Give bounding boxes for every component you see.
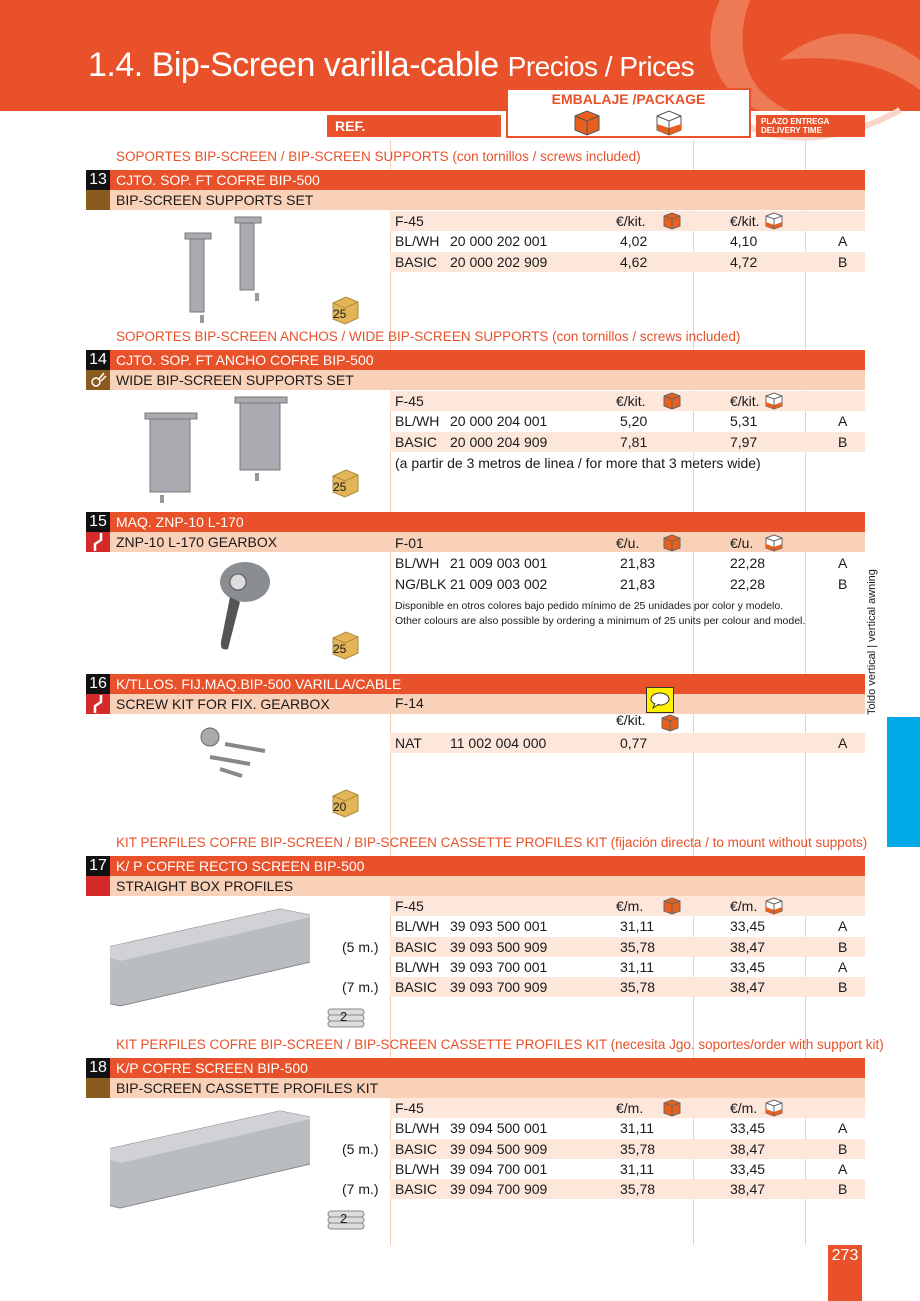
- reference-code: 39 094 500 001: [450, 1120, 548, 1137]
- delivery-code: B: [838, 979, 848, 996]
- product-title: K/P COFRE SCREEN BIP-500: [110, 1058, 865, 1078]
- ref-column-header: REF.: [327, 115, 501, 137]
- product-subtitle: ZNP-10 L-170 GEARBOX: [110, 532, 865, 552]
- reference-code: 39 093 500 909: [450, 938, 548, 955]
- price-box: €/kit.: [616, 393, 646, 409]
- variant-label: NAT: [395, 735, 422, 751]
- variant-label: F-45: [395, 898, 424, 914]
- delivery-code: B: [838, 1181, 848, 1198]
- product-subtitle: STRAIGHT BOX PROFILES: [110, 876, 865, 896]
- badge-count: 25: [333, 642, 347, 656]
- price-single: 33,45: [730, 1120, 766, 1137]
- price-box: 31,11: [620, 1120, 654, 1137]
- price-box: €/kit.: [616, 712, 646, 728]
- product-title: K/ P COFRE RECTO SCREEN BIP-500: [110, 856, 865, 876]
- delivery-code: B: [838, 253, 848, 270]
- box-orange-icon: [662, 1099, 682, 1120]
- price-box: 4,02: [620, 233, 648, 250]
- variant-label: BL/WH: [395, 918, 440, 935]
- price-box: 31,11: [620, 958, 654, 975]
- variant-label: BL/WH: [395, 233, 440, 250]
- box-orange-icon: [660, 714, 680, 735]
- product-subtitle: BIP-SCREEN CASSETTE PROFILES KIT: [110, 1078, 865, 1098]
- section-number: 14: [86, 350, 110, 370]
- section-number: 13: [86, 170, 110, 190]
- section-caption: KIT PERFILES COFRE BIP-SCREEN / BIP-SCREEN CASSETTE PROFILES KIT (necesita Jgo. soportes/order with support kit): [116, 1037, 884, 1052]
- price-single: 38,47: [730, 1181, 766, 1198]
- length-label: (7 m.): [342, 979, 379, 996]
- price-single: €/kit.: [730, 213, 760, 229]
- price-row: [390, 1139, 865, 1159]
- section-note-es: Disponible en otros colores bajo pedido mínimo de 25 unidades por color y modelo.: [395, 599, 784, 612]
- badge-count: 25: [333, 480, 347, 494]
- reference-code: 39 093 700 001: [450, 958, 548, 975]
- page-header: [0, 0, 920, 111]
- price-row: [390, 553, 865, 573]
- reference-code: 20 000 204 909: [450, 433, 548, 450]
- box-white-icon: [764, 897, 784, 918]
- price-row: [390, 977, 865, 997]
- price-single: 38,47: [730, 979, 766, 996]
- delivery-code: A: [838, 555, 848, 572]
- product-image: [110, 1103, 310, 1218]
- variant-label: BASIC: [395, 938, 438, 955]
- bundle-count: 2: [340, 1211, 348, 1226]
- price-box: 35,78: [620, 1140, 656, 1157]
- price-single: 4,10: [730, 233, 758, 250]
- price-single: 38,47: [730, 1140, 766, 1157]
- reference-code: 21 009 003 001: [450, 555, 548, 572]
- reference-code: 20 000 202 909: [450, 253, 548, 270]
- reference-code: 21 009 003 002: [450, 575, 548, 592]
- price-row: [390, 411, 865, 431]
- product-title: K/TLLOS. FIJ.MAQ.BIP-500 VARILLA/CABLE: [110, 674, 865, 694]
- box-white-icon: [764, 392, 784, 413]
- crank-icon: [86, 694, 110, 714]
- delivery-code: A: [838, 735, 848, 751]
- box-orange-icon: [662, 897, 682, 918]
- price-row: [390, 957, 865, 977]
- section-number: 18: [86, 1058, 110, 1078]
- price-row: [390, 252, 865, 272]
- page-title: [88, 46, 694, 85]
- delivery-code: B: [838, 1140, 848, 1157]
- reference-code: 39 094 700 909: [450, 1181, 548, 1198]
- side-label: Toldo vertical | vertical awning: [866, 569, 878, 715]
- price-box: 35,78: [620, 938, 656, 955]
- price-box: 5,20: [620, 413, 648, 430]
- variant-label: F-01: [395, 535, 424, 551]
- reference-code: 39 093 500 001: [450, 918, 548, 935]
- red-square-icon: [86, 876, 110, 896]
- title-sub: Precios / Prices: [507, 51, 695, 82]
- package-label: EMBALAJE /PACKAGE: [551, 91, 706, 107]
- product-image: [130, 557, 330, 672]
- product-image: [110, 901, 310, 1016]
- price-box: 4,62: [620, 253, 648, 270]
- length-label: (5 m.): [342, 1140, 379, 1157]
- price-single: €/kit.: [730, 393, 760, 409]
- variant-label: BL/WH: [395, 1120, 440, 1137]
- delivery-code: B: [838, 433, 848, 450]
- variant-label: BL/WH: [395, 555, 440, 572]
- price-row: [390, 574, 865, 594]
- variant-label: BL/WH: [395, 1160, 440, 1177]
- product-image: [130, 395, 330, 510]
- variant-label: F-14: [395, 695, 424, 711]
- variant-label: BASIC: [395, 1140, 438, 1157]
- price-box: 0,77: [620, 735, 648, 751]
- variant-label: F-45: [395, 1100, 424, 1116]
- variant-label: BASIC: [395, 433, 438, 450]
- section-number: 17: [86, 856, 110, 876]
- variant-label: NG/BLK: [395, 575, 447, 592]
- price-single: 33,45: [730, 958, 766, 975]
- delivery-column-header: [756, 115, 865, 137]
- delivery-code: A: [838, 918, 848, 935]
- delivery-code: A: [838, 1160, 848, 1177]
- section-tab[interactable]: [887, 717, 920, 847]
- product-subtitle: BIP-SCREEN SUPPORTS SET: [110, 190, 865, 210]
- price-box: 35,78: [620, 979, 656, 996]
- box-orange-icon: [662, 392, 682, 413]
- table-header-row: [390, 896, 865, 916]
- delivery-code: A: [838, 1120, 848, 1137]
- price-single: 33,45: [730, 1160, 766, 1177]
- reference-code: 20 000 202 001: [450, 233, 548, 250]
- table-header-row: [390, 1098, 865, 1118]
- price-single: 22,28: [730, 555, 766, 572]
- price-single: 22,28: [730, 575, 766, 592]
- price-row: [390, 432, 865, 452]
- price-row: [390, 1159, 865, 1179]
- reference-code: 39 093 700 909: [450, 979, 548, 996]
- reference-code: 20 000 204 001: [450, 413, 548, 430]
- badge-count: 25: [333, 307, 347, 321]
- product-subtitle: WIDE BIP-SCREEN SUPPORTS SET: [110, 370, 865, 390]
- price-box: 35,78: [620, 1181, 656, 1198]
- product-title: CJTO. SOP. FT ANCHO COFRE BIP-500: [110, 350, 865, 370]
- price-box: €/u.: [616, 535, 640, 551]
- price-row: [390, 231, 865, 251]
- price-single: 7,97: [730, 433, 758, 450]
- section-note-en: Other colours are also possible by ordering a minimum of 25 units per colour and model.: [395, 614, 806, 627]
- price-single: €/u.: [730, 535, 754, 551]
- product-image: [130, 719, 330, 804]
- delivery-code: A: [838, 233, 848, 250]
- delivery-code: B: [838, 938, 848, 955]
- title-main: 1.4. Bip-Screen varilla-cable: [88, 46, 499, 84]
- table-header-row: [390, 533, 865, 553]
- product-title: MAQ. ZNP-10 L-170: [110, 512, 865, 532]
- price-single: €/m.: [730, 898, 758, 914]
- variant-label: BASIC: [395, 1181, 438, 1198]
- package-column-header: [506, 88, 751, 138]
- brown-square-icon: [86, 1078, 110, 1098]
- product-subtitle: SCREW KIT FOR FIX. GEARBOX: [110, 694, 865, 714]
- variant-label: BASIC: [395, 979, 438, 996]
- crank-icon: [86, 532, 110, 552]
- product-title: CJTO. SOP. FT COFRE BIP-500: [110, 170, 865, 190]
- bundle-count: 2: [340, 1009, 348, 1024]
- delivery-label-es: PLAZO ENTREGA: [761, 117, 830, 126]
- section-number: 15: [86, 512, 110, 532]
- variant-label: BASIC: [395, 253, 438, 270]
- badge-count: 20: [333, 800, 347, 814]
- reference-code: 39 094 500 909: [450, 1140, 548, 1157]
- price-row: [390, 916, 865, 936]
- price-box: €/m.: [616, 1100, 644, 1116]
- price-single: 4,72: [730, 253, 758, 270]
- box-orange-icon: [572, 110, 602, 136]
- variant-label: BL/WH: [395, 413, 440, 430]
- price-row: [390, 1118, 865, 1138]
- length-label: (7 m.): [342, 1181, 379, 1198]
- delivery-label-en: DELIVERY TIME: [761, 126, 822, 135]
- box-white-icon: [764, 534, 784, 555]
- section-note: (a partir de 3 metros de linea / for more that 3 meters wide): [395, 454, 761, 471]
- box-white-icon: [654, 110, 684, 136]
- section-caption: SOPORTES BIP-SCREEN / BIP-SCREEN SUPPORTS (con tornillos / screws included): [116, 149, 641, 164]
- price-row: [390, 1179, 865, 1199]
- variant-label: BL/WH: [395, 958, 440, 975]
- variant-label: F-45: [395, 213, 424, 229]
- box-orange-icon: [662, 212, 682, 233]
- price-single: 38,47: [730, 938, 766, 955]
- box-white-icon: [764, 1099, 784, 1120]
- box-white-icon: [764, 212, 784, 233]
- ok-hand-icon: [86, 370, 110, 390]
- table-header-row: [390, 391, 865, 411]
- price-single: €/m.: [730, 1100, 758, 1116]
- reference-code: 39 094 700 001: [450, 1160, 548, 1177]
- delivery-code: A: [838, 413, 848, 430]
- length-label: (5 m.): [342, 938, 379, 955]
- price-single: 33,45: [730, 918, 766, 935]
- brown-square-icon: [86, 190, 110, 210]
- section-caption: SOPORTES BIP-SCREEN ANCHOS / WIDE BIP-SCREEN SUPPORTS (con tornillos / screws included): [116, 329, 741, 344]
- price-box: 31,11: [620, 1160, 654, 1177]
- section-caption: KIT PERFILES COFRE BIP-SCREEN / BIP-SCREEN CASSETTE PROFILES KIT (fijación directa / to mount without suppots): [116, 835, 868, 850]
- table-header-row: [390, 211, 865, 231]
- section-number: 16: [86, 674, 110, 694]
- price-box: 21,83: [620, 555, 656, 572]
- variant-label: F-45: [395, 393, 424, 409]
- delivery-code: A: [838, 958, 848, 975]
- price-box: €/kit.: [616, 213, 646, 229]
- page-number: 273: [828, 1245, 862, 1301]
- price-box: 21,83: [620, 575, 656, 592]
- delivery-code: B: [838, 575, 848, 592]
- price-box: €/m.: [616, 898, 644, 914]
- price-box: 7,81: [620, 433, 648, 450]
- price-row: [390, 733, 865, 753]
- box-orange-icon: [662, 534, 682, 555]
- price-row: [390, 937, 865, 957]
- product-image: [130, 215, 330, 330]
- price-box: 31,11: [620, 918, 654, 935]
- reference-code: 11 002 004 000: [450, 735, 547, 751]
- price-row: [390, 710, 865, 730]
- price-single: 5,31: [730, 413, 758, 430]
